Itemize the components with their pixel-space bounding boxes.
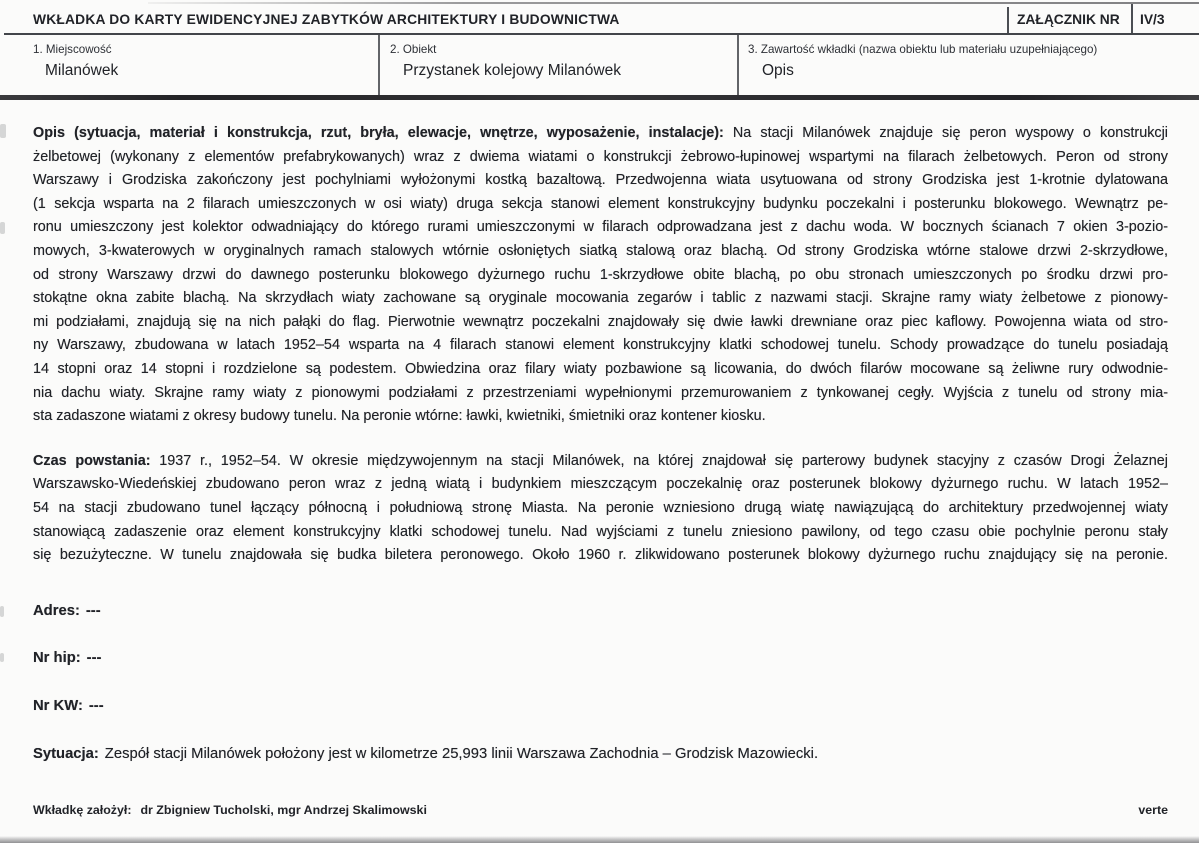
nr-kw-value: --- <box>88 697 104 714</box>
nr-hip-value: --- <box>86 650 102 667</box>
opis-lead: Opis (sytuacja, materiał i konstrukcja, rzut, bryła, elewacje, wnętrze, wyposażenie, instalacje): <box>33 125 724 141</box>
opis-line: ronu umieszczony jest kolektor odwadniający do którego rurami umieszczonymi w filarach odprowadzana jest z dachu woda. W bocznych ścianach 7 okien 3-pozio- <box>33 219 1168 236</box>
header-divider <box>1131 4 1133 33</box>
opis-line: (1 sekcja wsparta na 2 filarach umieszczonych w osi wiaty) druga sekcja stanowi element konstrukcyjny budynku poczekalni i posterunku blokowego. Wewnątrz pe- <box>33 195 1168 212</box>
adres-value: --- <box>85 602 101 619</box>
czas-line: się bezużyteczne. W tunelu znajdowała się budka biletera peronowego. Około 1960 r. zlikwidowano posterunek blokowy dyżurnego ruchu znajdujący się na peronie. <box>33 547 1168 564</box>
opis-line: ny Warszawy, zbudowana w latach 1952–54 wsparta na 4 filarach stanowi element konstrukcyjny klatki schodowej tunelu. Schody prowadzące do tunelu posiadają <box>33 337 1168 354</box>
attachment-label: ZAŁĄCZNIK NR <box>1017 12 1120 27</box>
czas-lead: Czas powstania: <box>33 452 151 469</box>
czas-line <box>33 450 1168 474</box>
header-fields-row <box>0 35 1199 95</box>
footer-author-value: dr Zbigniew Tucholski, mgr Andrzej Skalimowski <box>140 803 427 817</box>
opis-line-text: Na stacji Milanówek znajduje się peron wyspowy o konstrukcji <box>732 125 1168 141</box>
column-divider <box>737 35 739 95</box>
nr-hip-label: Nr hip: <box>33 650 81 667</box>
scan-artifact <box>0 124 6 138</box>
document-title: WKŁADKA DO KARTY EWIDENCYJNEJ ZABYTKÓW ARCHITEKTURY I BUDOWNICTWA <box>33 12 620 27</box>
column-divider <box>378 35 380 95</box>
verte-note: verte <box>1138 803 1168 817</box>
opis-line: mowych, 3-kwaterowych w oryginalnych ramach stalowych wtórnie osłoniętych siatką stalową oraz blachą. Od strony Grodziska wtórne stalowe drzwi 2-skrzydłowe, <box>33 242 1168 259</box>
opis-line: żelbetowej (wykonany z elementów prefabrykowanych) wraz z dwiema wiatami o konstrukcji żebrowo-łupinowej wspartymi na filarach żelbetowych. Peron od strony <box>33 148 1168 165</box>
field-value-miejscowosc: Milanówek <box>45 62 119 79</box>
scan-artifact <box>0 653 4 662</box>
opis-line <box>33 122 1168 146</box>
nr-hip-row <box>33 647 1168 671</box>
card-body <box>33 122 1168 767</box>
field-label-zawartosc: 3. Zawartość wkładki (nazwa obiektu lub materiału uzupełniającego) <box>748 43 1098 56</box>
opis-line: mi podziałami, znajdują się na nich pałąki do flag. Pierwotnie wewnątrz poczekalni znajdowały się dwie ławki drewniane oraz piec kaflowy. Powojenna wiata od stro- <box>33 313 1168 330</box>
header-thick-divider <box>0 95 1199 100</box>
nr-kw-label: Nr KW: <box>33 697 83 714</box>
opis-line: sta zadaszone wiatami z okresy budowy tunelu. Na peronie wtórne: ławki, kwietniki, śmietniki oraz kontener kiosku. <box>33 408 766 425</box>
nr-kw-row <box>33 695 1168 719</box>
adres-row <box>33 600 1168 624</box>
attachment-number: IV/3 <box>1140 12 1165 27</box>
scan-artifact <box>0 222 5 234</box>
field-label-miejscowosc: 1. Miejscowość <box>33 43 112 56</box>
field-label-obiekt: 2. Obiekt <box>390 43 437 56</box>
card-footer <box>33 803 1168 817</box>
header-divider <box>1007 7 1009 33</box>
footer-author-label: Wkładkę założył: <box>33 803 132 817</box>
opis-line: Warszawy i Grodziska zakończony jest pochylniami wyłożonymi kostką bazaltową. Przedwojenna wiata usytuowana od strony Grodziska jest 1-krotnie dylatowana <box>33 172 1168 189</box>
scan-artifact <box>0 606 4 617</box>
scan-artifact-bottom-band <box>0 836 1199 843</box>
opis-paragraph <box>33 122 1168 429</box>
sytuacja-label: Sytuacja: <box>33 746 99 763</box>
czas-powstania-paragraph <box>33 450 1168 568</box>
adres-label: Adres: <box>33 602 80 619</box>
opis-line: nia dachu wiaty. Skrajne ramy wiaty z pionowymi podziałami z przestrzeniami wypełnionymi przemurowaniem z tynkowanej cegły. Wyjścia z tunelu od strony mia- <box>33 384 1168 401</box>
sytuacja-value: Zespół stacji Milanówek położony jest w kilometrze 25,993 linii Warszawa Zachodnia – Grodzisk Mazowiecki. <box>104 746 819 763</box>
czas-line: stanowiącą zadaszenie oraz element konstrukcyjny klatki schodowej tunelu. Nad wyjściami z tunelu zniesiono pawilony, od tego czasu obie pochylnie peronu stały <box>33 523 1168 540</box>
field-value-obiekt: Przystanek kolejowy Milanówek <box>403 62 621 79</box>
czas-line: 54 na stacji zbudowano tunel łączący północną i południową stronę Miasta. Na peronie wzniesiono drugą wiatę nawiązującą do architektury przedwojennej wiaty <box>33 499 1168 516</box>
czas-line-text: 1937 r., 1952–54. W okresie międzywojennym na stacji Milanówek, na której znajdował się parterowy budynek stacyjny z czasów Drogi Żelaznej <box>159 452 1168 469</box>
field-value-zawartosc: Opis <box>762 62 794 79</box>
opis-line: stokątne okna zabite blachą. Na skrzydłach wiaty zachowane są oryginale mocowania zegarów i tablic z nazwami stacji. Skrajne ramy wiaty żelbetowe z pionowy- <box>33 290 1168 307</box>
footer-author <box>33 803 427 817</box>
czas-line: Warszawsko-Wiedeńskiej zbudowano peron wraz z jedną wiatą i budynkiem mieszczącym poczekalnię oraz posterunek blokowy dyżurnego ruchu. W latach 1952– <box>33 476 1168 493</box>
opis-line: 14 stopni oraz 14 stopni i rozdzielone są podestem. Obwiedzina oraz filary wiaty pozbawione są licowania, do dwóch filarów mocowane są żeliwne rury odwodnie- <box>33 360 1168 377</box>
card-header <box>0 0 1199 100</box>
opis-line: od strony Warszawy drzwi do dawnego posterunku blokowego dyżurnego ruchu 1-skrzydłowe obite blachą, po obu stronach umieszczonych po środku drzwi pro- <box>33 266 1168 283</box>
sytuacja-row <box>33 743 1168 767</box>
